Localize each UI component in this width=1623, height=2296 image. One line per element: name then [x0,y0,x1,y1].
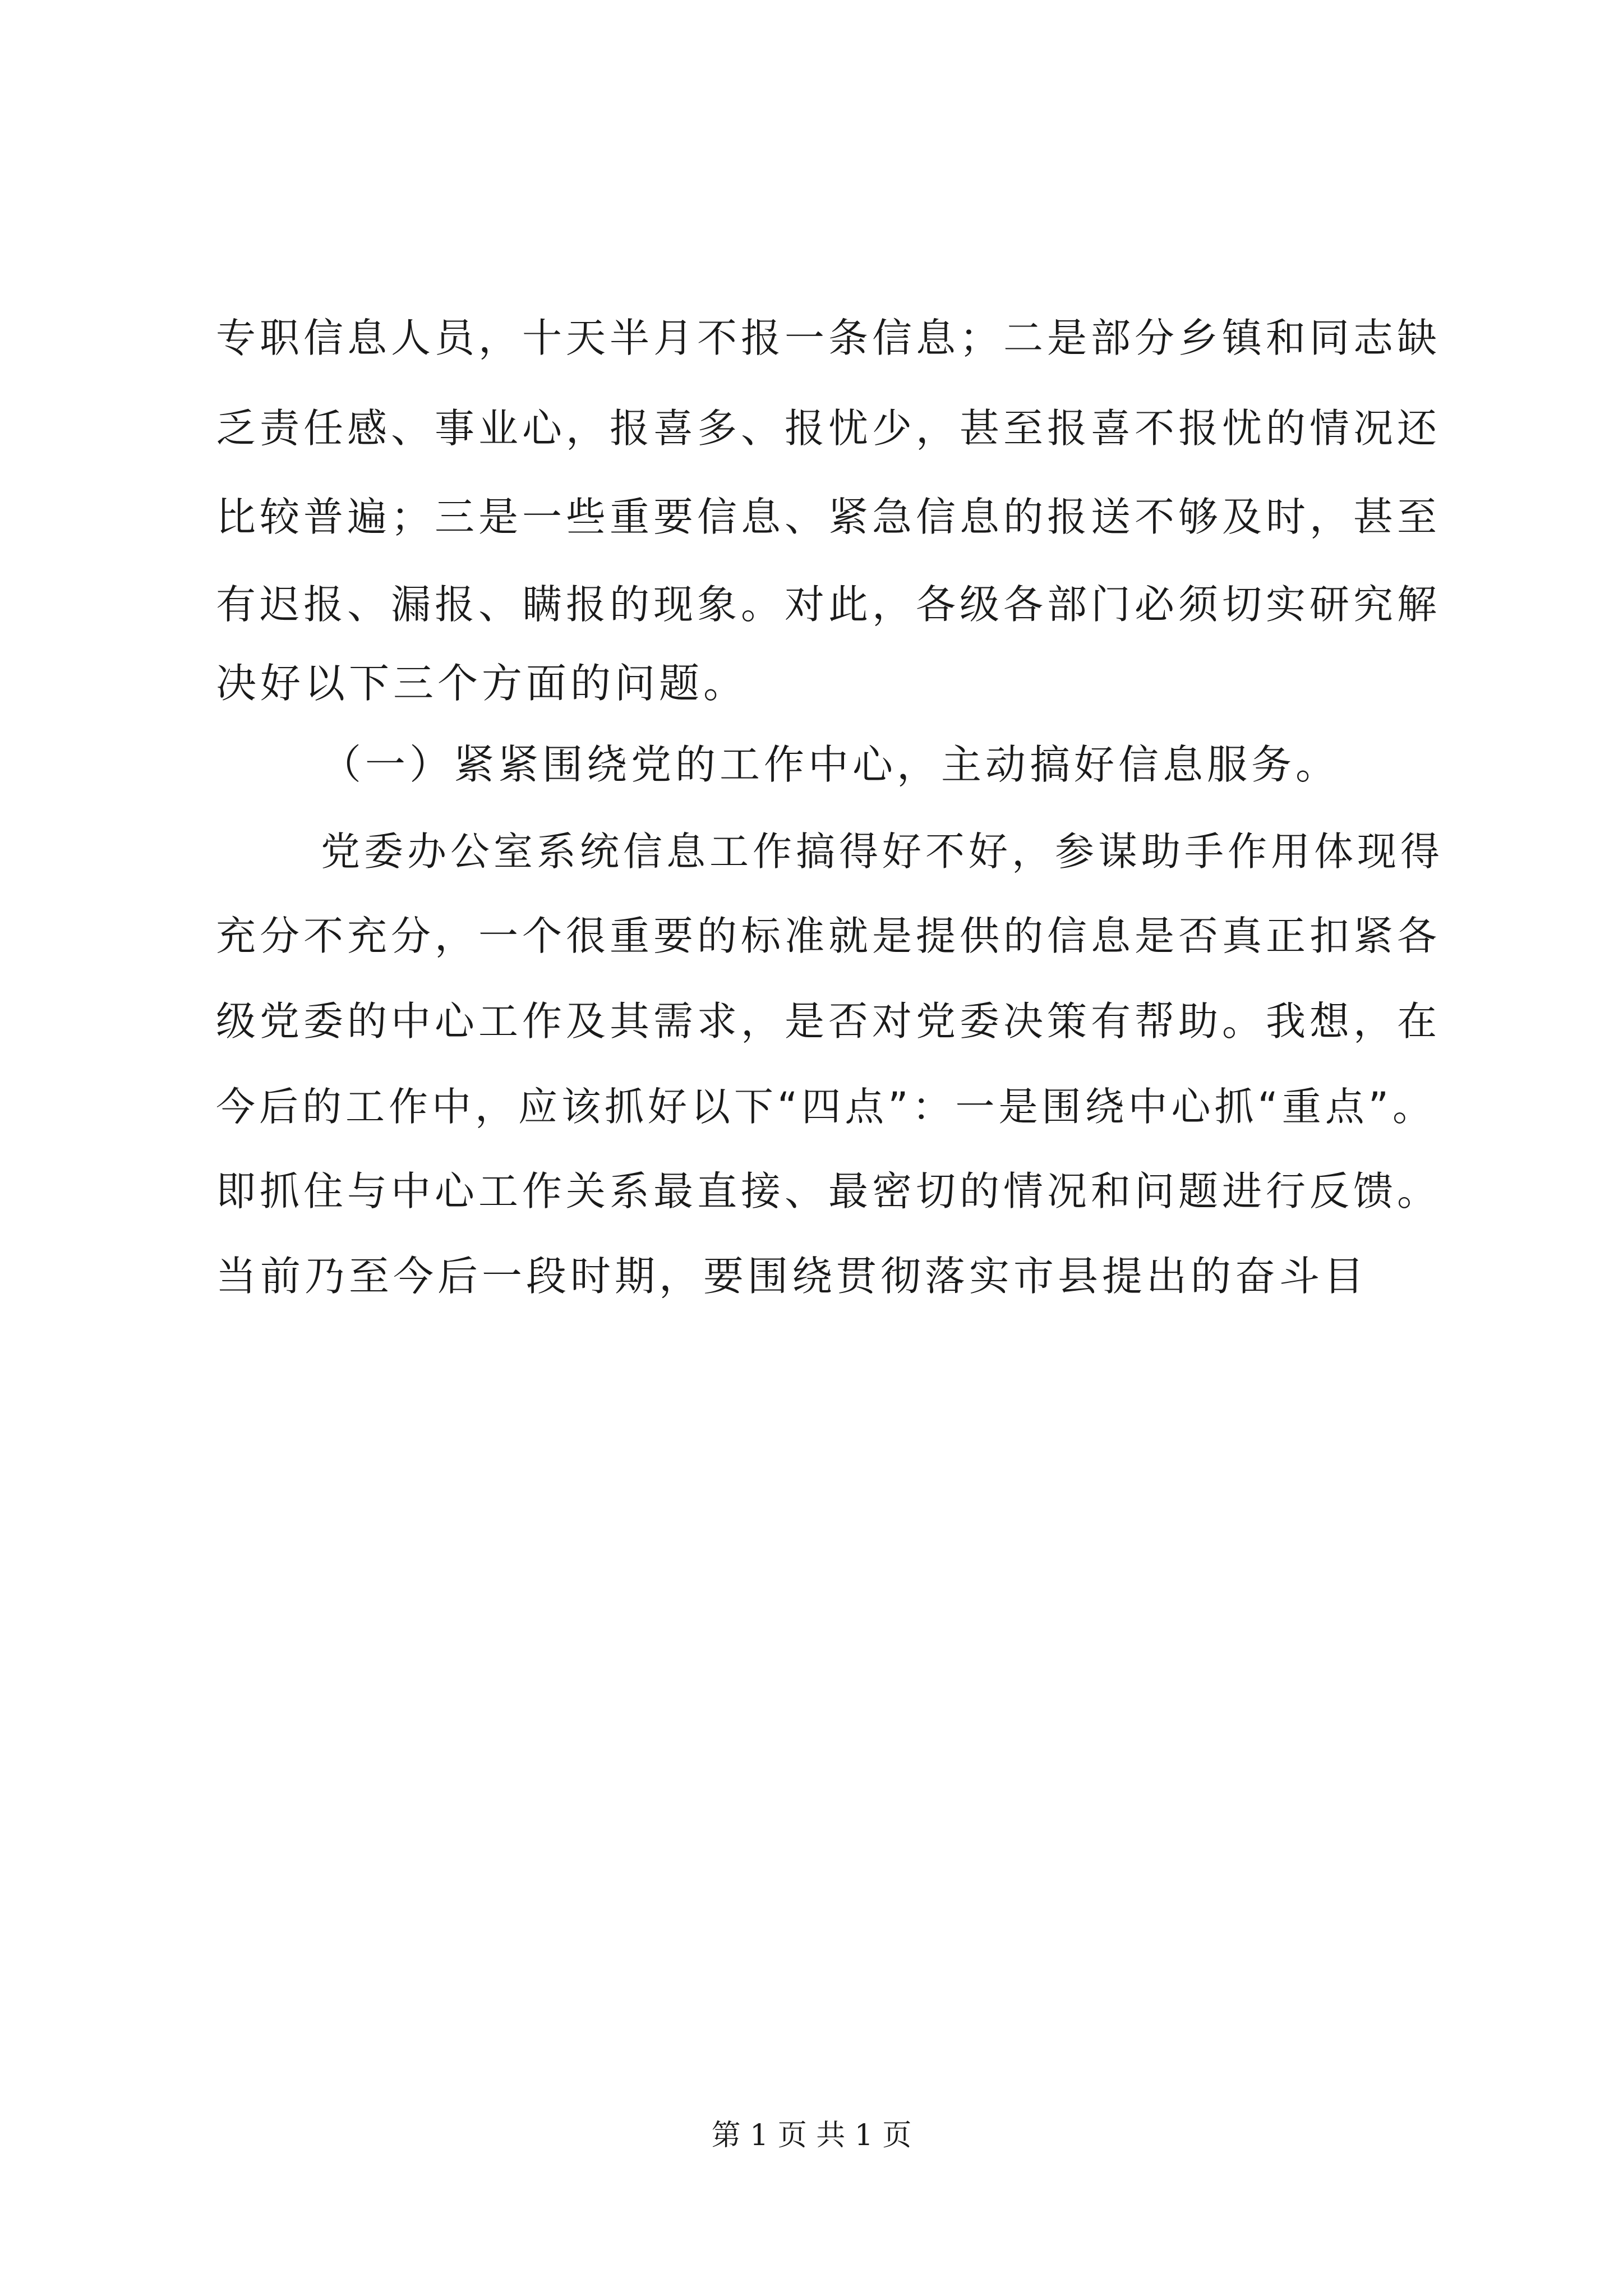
body-text-line: 比较普遍；三是一些重要信息、紧急信息的报送不够及时，甚至 [216,494,1441,540]
page-number-footer: 第 1 页 共 1 页 [711,2119,912,2152]
body-text-line: 有迟报、漏报、瞒报的现象。对此，各级各部门必须切实研究解 [216,581,1441,628]
body-text-line: 乏责任感、事业心，报喜多、报忧少，甚至报喜不报忧的情况还 [216,405,1441,452]
body-text-line: 今后的工作中，应该抓好以下“四点”：一是围绕中心抓“重点”。 [216,1084,1436,1130]
body-text-line: 党委办公室系统信息工作搞得好不好，参谋助手作用体现得 [321,829,1444,875]
body-text-line: 充分不充分，一个很重要的标准就是提供的信息是否真正扣紧各 [216,913,1441,959]
body-text-line: 级党委的中心工作及其需求，是否对党委决策有帮助。我想，在 [216,998,1441,1045]
section-heading: （一）紧紧围绕党的工作中心，主动搞好信息服务。 [321,741,1340,788]
body-text-line: 决好以下三个方面的问题。 [216,660,748,707]
body-text-line: 当前乃至今后一段时期，要围绕贯彻落实市县提出的奋斗目 [216,1253,1368,1300]
body-text-line: 专职信息人员，十天半月不报一条信息；二是部分乡镇和同志缺 [216,315,1441,361]
body-text-line: 即抓住与中心工作关系最直接、最密切的情况和问题进行反馈。 [216,1168,1441,1214]
